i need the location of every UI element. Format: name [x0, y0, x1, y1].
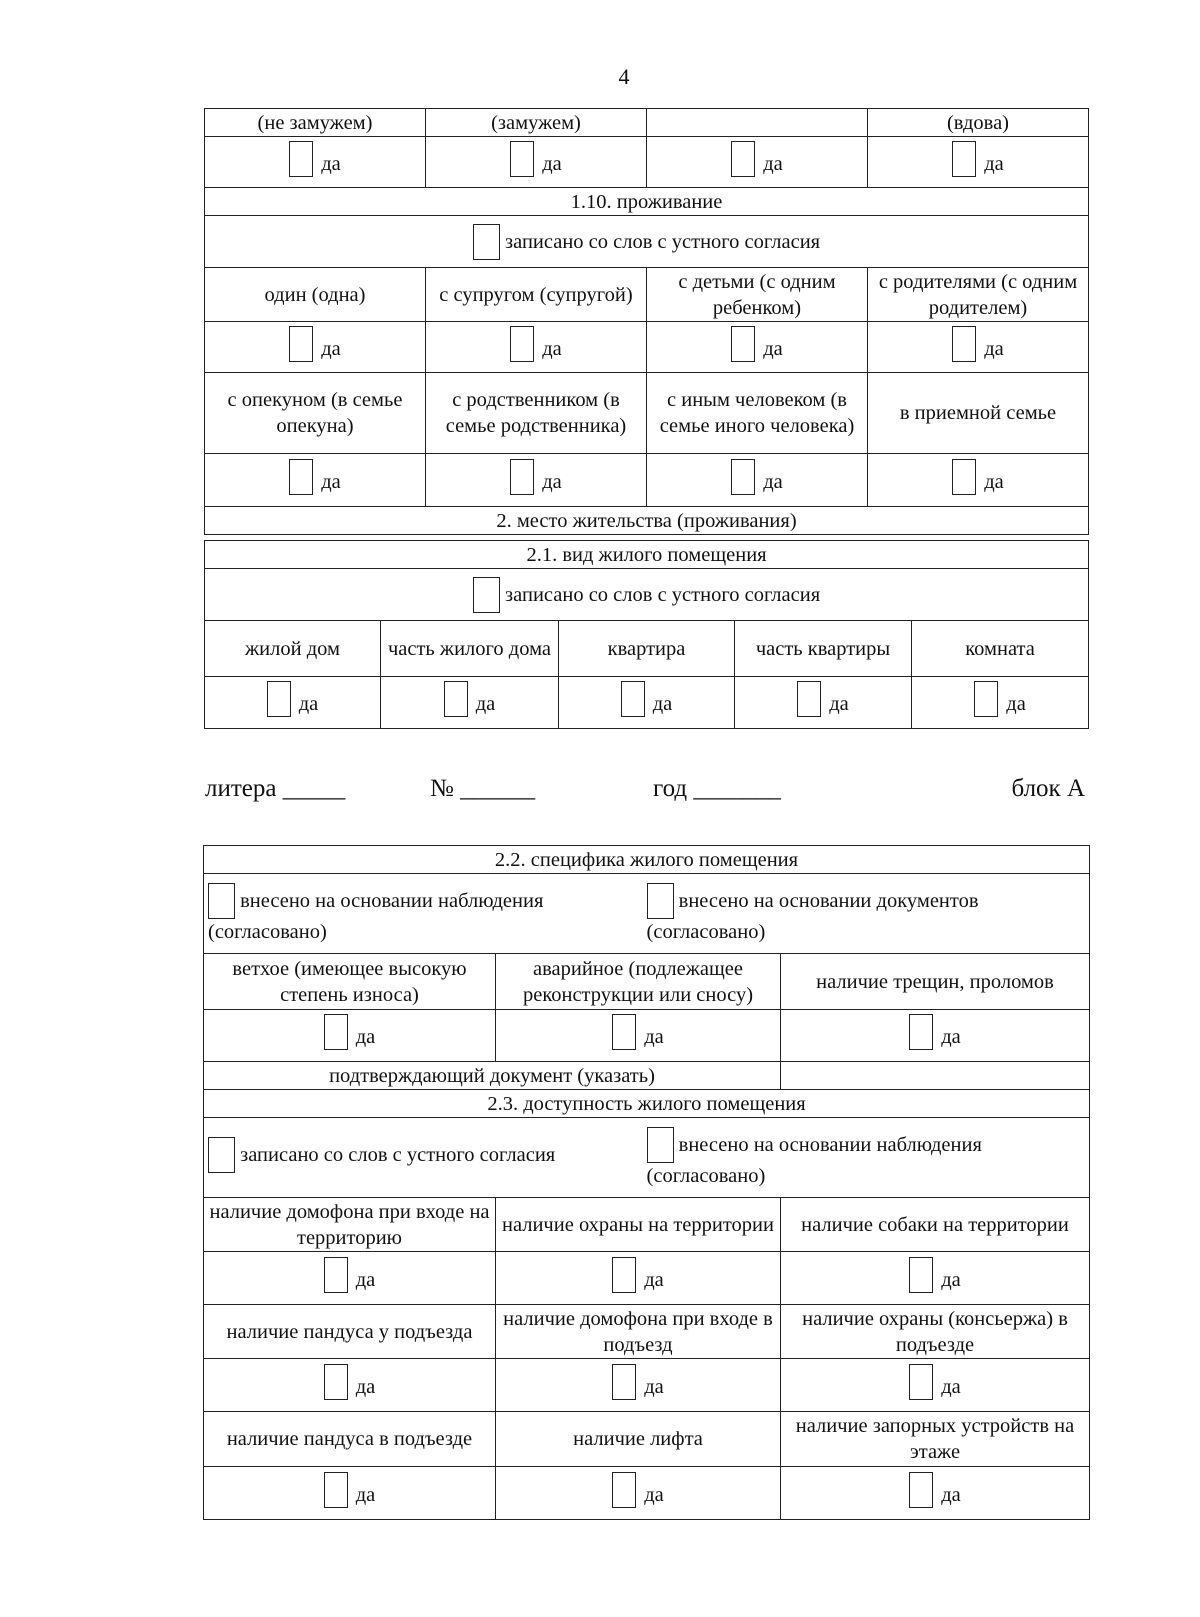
yes-cell — [204, 1359, 496, 1412]
checkbox[interactable] — [952, 326, 976, 362]
yes-label: да — [941, 1375, 961, 1398]
yes-label: да — [355, 1026, 376, 1048]
yes-cell — [781, 1359, 1090, 1412]
observation-note: внесено на основании наблюдения — [240, 889, 544, 912]
checkbox[interactable] — [324, 1472, 348, 1508]
yes-label: да — [542, 470, 562, 493]
checkbox[interactable] — [510, 141, 534, 177]
checkbox[interactable] — [324, 1014, 348, 1050]
observation-note: внесено на основании наблюдения — [678, 1133, 982, 1156]
number-field[interactable]: № ______ — [430, 775, 536, 802]
documents-note-sub: (согласовано) — [646, 920, 766, 943]
yes-label: да — [984, 152, 1004, 175]
yes-cell — [559, 677, 735, 729]
yes-cell — [426, 137, 647, 188]
checkbox[interactable] — [289, 459, 313, 495]
year-field[interactable]: год _______ — [653, 775, 781, 802]
table-dwelling-type — [204, 540, 1089, 729]
checkbox[interactable] — [909, 1364, 933, 1400]
option-label: в приемной семье — [868, 373, 1089, 454]
yes-cell — [496, 1010, 781, 1062]
option-label: наличие охраны (консьержа) в подъезде — [781, 1305, 1090, 1359]
yes-cell — [496, 1467, 781, 1520]
yes-label: да — [644, 1483, 664, 1506]
yes-label: да — [829, 693, 849, 715]
checkbox[interactable] — [208, 883, 235, 919]
option-label: с детьми (с одним ребенком) — [647, 268, 868, 322]
notes-row — [204, 874, 1090, 954]
checkbox[interactable] — [909, 1472, 933, 1508]
checkbox[interactable] — [289, 141, 313, 177]
checkbox[interactable] — [647, 883, 674, 919]
yes-label: да — [984, 470, 1004, 493]
block-label: блок А — [1011, 775, 1085, 802]
checkbox[interactable] — [208, 1137, 235, 1173]
checkbox[interactable] — [731, 459, 755, 495]
checkbox[interactable] — [909, 1257, 933, 1293]
checkbox[interactable] — [612, 1257, 636, 1293]
checkbox[interactable] — [324, 1257, 348, 1293]
checkbox[interactable] — [324, 1364, 348, 1400]
checkbox[interactable] — [797, 681, 821, 717]
yes-label: да — [941, 1483, 961, 1506]
recorded-note-row — [205, 216, 1089, 268]
section-subtitle: 2.1. вид жилого помещения — [205, 541, 1089, 569]
yes-cell — [205, 677, 381, 729]
checkbox[interactable] — [267, 681, 291, 717]
option-label: аварийное (подлежащее реконструкции или сносу) — [496, 954, 781, 1010]
option-label: наличие домофона при входе в подъезд — [496, 1305, 781, 1359]
option-label: наличие охраны на территории — [496, 1198, 781, 1252]
option-label: наличие собаки на территории — [781, 1198, 1090, 1252]
checkbox[interactable] — [444, 681, 468, 717]
yes-cell — [205, 454, 426, 507]
yes-label: да — [298, 693, 319, 715]
recorded-note: записано со слов с устного согласия — [505, 583, 821, 606]
yes-cell — [735, 677, 912, 729]
yes-label: да — [984, 337, 1004, 360]
yes-cell — [868, 454, 1089, 507]
yes-cell — [868, 322, 1089, 373]
checkbox[interactable] — [612, 1364, 636, 1400]
option-label: часть квартиры — [735, 621, 912, 677]
page-number: 4 — [618, 64, 630, 89]
yes-cell — [205, 137, 426, 188]
notes-row — [204, 1118, 1090, 1198]
yes-cell — [496, 1359, 781, 1412]
yes-cell — [204, 1467, 496, 1520]
checkbox[interactable] — [612, 1014, 636, 1050]
yes-label: да — [763, 470, 783, 493]
yes-cell — [426, 454, 647, 507]
yes-label: да — [542, 337, 562, 360]
option-label: жилой дом — [205, 621, 381, 677]
option-label: с супругом (супругой) — [426, 268, 647, 322]
observation-note-sub: (согласовано) — [208, 920, 327, 943]
recorded-note-row — [205, 569, 1089, 621]
yes-label: да — [763, 152, 783, 175]
litera-field[interactable]: литера _____ — [205, 775, 346, 802]
yes-cell — [868, 137, 1089, 188]
option-label: наличие лифта — [496, 1412, 781, 1467]
yes-label: да — [355, 1483, 376, 1506]
option-label: наличие домофона при входе на территорию — [204, 1198, 496, 1252]
checkbox[interactable] — [647, 1127, 674, 1163]
marital-header: (замужем) — [426, 109, 647, 137]
option-label: наличие пандуса в подъезде — [204, 1412, 496, 1467]
recorded-note: записано со слов с устного согласия — [240, 1143, 556, 1166]
checkbox[interactable] — [473, 577, 500, 613]
table-marital-residence — [204, 108, 1089, 535]
option-label: с родственником (в семье родственника) — [426, 373, 647, 454]
marital-header — [647, 109, 868, 137]
section-title: 2. место жительства (проживания) — [205, 507, 1089, 535]
option-label: один (одна) — [205, 268, 426, 322]
table-specifics-access — [203, 845, 1090, 1520]
checkbox[interactable] — [974, 681, 998, 717]
yes-cell — [647, 454, 868, 507]
yes-cell — [381, 677, 559, 729]
yes-cell — [496, 1252, 781, 1305]
yes-cell — [781, 1010, 1090, 1062]
yes-cell — [204, 1010, 496, 1062]
observation-note-sub: (согласовано) — [646, 1164, 766, 1187]
option-label: квартира — [559, 621, 735, 677]
yes-label: да — [941, 1268, 961, 1291]
section-title: 1.10. проживание — [205, 188, 1089, 216]
yes-label: да — [644, 1375, 664, 1398]
marital-header: (вдова) — [868, 109, 1089, 137]
yes-label: да — [644, 1268, 664, 1291]
yes-label: да — [475, 693, 496, 715]
option-label: с иным человеком (в семье иного человека) — [647, 373, 868, 454]
option-label: с родителями (с одним родителем) — [868, 268, 1089, 322]
checkbox[interactable] — [510, 459, 534, 495]
checkbox[interactable] — [621, 681, 645, 717]
recorded-note: записано со слов с устного согласия — [505, 230, 821, 253]
checkbox[interactable] — [289, 326, 313, 362]
checkbox[interactable] — [473, 224, 500, 260]
yes-cell — [647, 137, 868, 188]
yes-label: да — [652, 693, 673, 715]
doc-label: подтверждающий документ (указать) — [204, 1062, 781, 1090]
checkbox[interactable] — [731, 141, 755, 177]
yes-cell — [781, 1252, 1090, 1305]
option-label: ветхое (имеющее высокую степень износа) — [204, 954, 496, 1010]
yes-label: да — [644, 1026, 664, 1048]
option-label: наличие запорных устройств на этаже — [781, 1412, 1090, 1467]
yes-label: да — [321, 337, 341, 360]
section-title: 2.3. доступность жилого помещения — [204, 1090, 1090, 1118]
marital-header: (не замужем) — [205, 109, 426, 137]
yes-label: да — [763, 337, 783, 360]
yes-cell — [912, 677, 1089, 729]
section-title: 2.2. специфика жилого помещения — [204, 846, 1090, 874]
yes-cell — [204, 1252, 496, 1305]
option-label: наличие трещин, проломов — [781, 954, 1090, 1010]
yes-cell — [647, 322, 868, 373]
yes-label: да — [542, 152, 562, 175]
checkbox[interactable] — [952, 459, 976, 495]
yes-cell — [426, 322, 647, 373]
yes-label: да — [1006, 693, 1026, 715]
yes-label: да — [321, 152, 341, 175]
option-label: комната — [912, 621, 1089, 677]
yes-label: да — [355, 1375, 376, 1398]
option-label: наличие пандуса у подъезда — [204, 1305, 496, 1359]
yes-cell — [781, 1467, 1090, 1520]
checkbox[interactable] — [909, 1014, 933, 1050]
yes-label: да — [355, 1268, 376, 1291]
option-label: часть жилого дома — [381, 621, 559, 677]
yes-cell — [205, 322, 426, 373]
checkbox[interactable] — [952, 141, 976, 177]
checkbox[interactable] — [510, 326, 534, 362]
yes-label: да — [941, 1026, 961, 1048]
checkbox[interactable] — [612, 1472, 636, 1508]
doc-input[interactable] — [781, 1062, 1090, 1090]
documents-note: внесено на основании документов — [678, 889, 979, 912]
option-label: с опекуном (в семье опекуна) — [205, 373, 426, 454]
checkbox[interactable] — [731, 326, 755, 362]
yes-label: да — [321, 470, 341, 493]
